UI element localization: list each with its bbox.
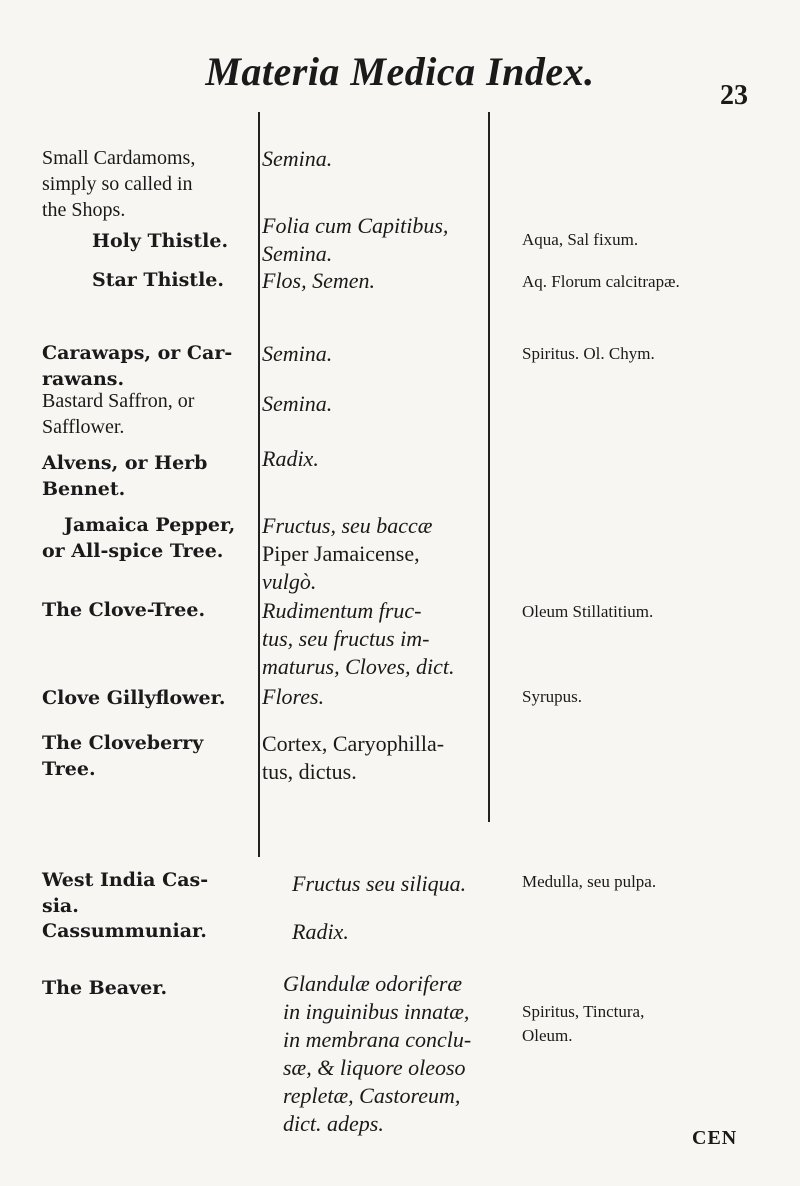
entry-part: Semina. bbox=[262, 391, 333, 416]
entry-part: Semina. bbox=[262, 146, 333, 171]
page-title: Materia Medica Index. bbox=[205, 49, 595, 94]
entry-preparation: Spiritus. Ol. Chym. bbox=[522, 344, 655, 363]
catchword: CEN bbox=[692, 1127, 738, 1149]
entry-part: Rudimentum fruc- tus, seu fructus im- maturus, Cloves, dict. bbox=[262, 598, 455, 679]
page-number: 23 bbox=[720, 80, 748, 111]
entry-name: Star Thistle. bbox=[92, 269, 224, 291]
entry-part: Glandulæ odoriferæ in inguinibus innatæ, in membrana conclu- sæ, & liquore oleoso repletæ, Castoreum, dict. adeps. bbox=[283, 971, 472, 1136]
entry-preparation: Oleum Stillatitium. bbox=[522, 602, 654, 621]
entry-part: Radix. bbox=[262, 446, 319, 471]
entry-name: Bastard Saffron, or Safflower. bbox=[42, 390, 195, 438]
entry-preparation: Aq. Florum calcitrapæ. bbox=[522, 272, 680, 291]
entry-name: Clove Gillyflower. bbox=[42, 687, 226, 709]
entry-name: Holy Thistle. bbox=[92, 230, 229, 252]
entry-preparation: Spiritus, Tinctura, Oleum. bbox=[522, 1002, 645, 1045]
entry-preparation: Syrupus. bbox=[522, 687, 582, 706]
entry-part: Radix. bbox=[292, 919, 349, 944]
entry-name: The Cloveberry Tree. bbox=[42, 732, 204, 780]
entry-name: Cassummuniar. bbox=[42, 920, 207, 942]
entry-part: Fructus, seu baccæ Piper Jamaicense, vulgò. bbox=[262, 513, 433, 594]
entry-name: Jamaica Pepper, or All-spice Tree. bbox=[42, 514, 236, 562]
entry-part: Flores. bbox=[262, 684, 325, 709]
entry-name: West India Cas- sia. bbox=[42, 869, 209, 917]
entry-name: Small Cardamoms, simply so called in the Shops. bbox=[42, 147, 196, 221]
entry-part: Fructus seu siliqua. bbox=[292, 871, 467, 896]
entry-name: The Beaver. bbox=[42, 977, 168, 999]
entry-name: Alvens, or Herb Bennet. bbox=[42, 452, 208, 500]
entry-part: Folia cum Capitibus, Semina. bbox=[262, 213, 449, 266]
entry-part: Semina. bbox=[262, 341, 333, 366]
entry-part: Cortex, Caryophilla- tus, dictus. bbox=[262, 731, 445, 784]
entry-preparation: Medulla, seu pulpa. bbox=[522, 872, 657, 891]
entry-name: The Clove-Tree. bbox=[42, 599, 206, 621]
entry-preparation: Aqua, Sal fixum. bbox=[522, 230, 639, 249]
entry-part: Flos, Semen. bbox=[262, 268, 376, 293]
entry-name: Carawaps, or Car- rawans. bbox=[42, 342, 233, 390]
